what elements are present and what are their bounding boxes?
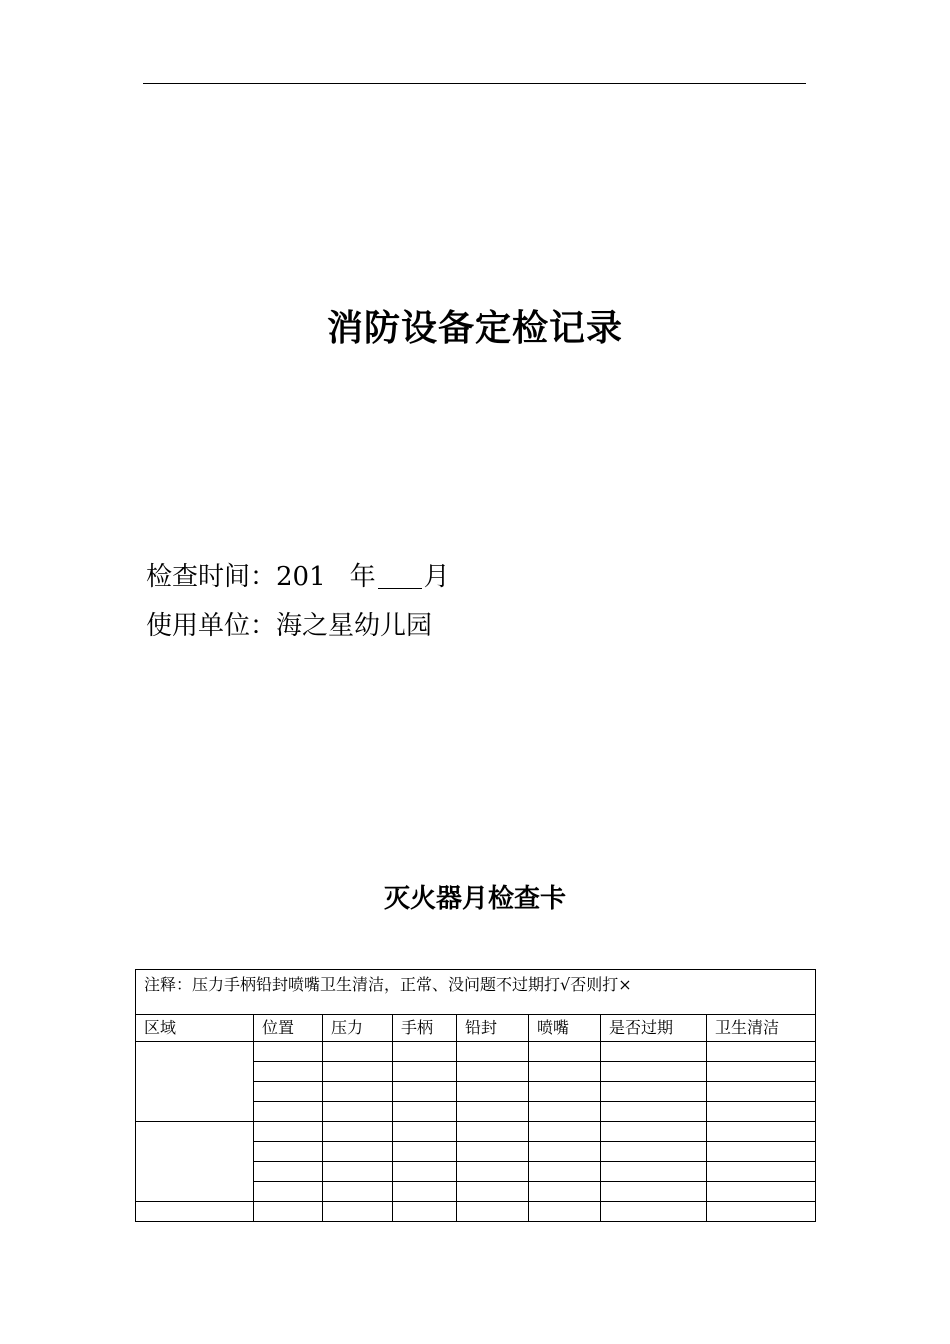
table-cell[interactable] [529,1202,601,1222]
table-cell[interactable] [393,1042,457,1062]
table-cell[interactable] [457,1122,529,1142]
table-cell[interactable] [601,1182,707,1202]
column-header: 压力 [323,1015,393,1042]
table-row [136,1202,816,1222]
column-header: 卫生清洁 [707,1015,816,1042]
column-header: 喷嘴 [529,1015,601,1042]
table-cell[interactable] [254,1142,323,1162]
table-cell[interactable] [457,1082,529,1102]
table-cell[interactable] [457,1042,529,1062]
table-cell[interactable] [707,1122,816,1142]
table-cell[interactable] [323,1062,393,1082]
month-unit: 月 [423,562,450,592]
table-header-row [136,1015,816,1042]
table-cell[interactable] [323,1162,393,1182]
table-cell[interactable] [393,1182,457,1202]
table-cell[interactable] [601,1062,707,1082]
table-cell[interactable] [707,1162,816,1182]
table-cell[interactable] [601,1162,707,1182]
table-cell[interactable] [707,1182,816,1202]
extinguisher-check-table [135,969,816,1222]
table-cell[interactable] [254,1062,323,1082]
column-header: 手柄 [393,1015,457,1042]
table-cell[interactable] [529,1102,601,1122]
table-cell[interactable] [393,1122,457,1142]
column-header: 铅封 [457,1015,529,1042]
year-unit: 年 [349,562,376,592]
table-cell[interactable] [393,1062,457,1082]
user-unit-name: 海之星幼儿园 [276,611,433,641]
table-cell[interactable] [323,1082,393,1102]
table-cell[interactable] [254,1182,323,1202]
user-unit-label: 使用单位： [146,611,277,641]
table-cell[interactable] [393,1102,457,1122]
table-cell[interactable] [457,1142,529,1162]
table-cell[interactable] [529,1182,601,1202]
table-cell[interactable] [457,1202,529,1222]
table-row [136,1042,816,1062]
inspection-time-label: 检查时间： [146,562,277,592]
table-cell[interactable] [323,1122,393,1142]
table-note: 注释：压力手柄铅封喷嘴卫生清洁，正常、没问题不过期打√否则打× [136,970,816,1015]
table-cell[interactable] [254,1082,323,1102]
document-title: 消防设备定检记录 [326,308,623,349]
table-row [136,1122,816,1142]
table-cell[interactable] [707,1082,816,1102]
table-cell[interactable] [529,1122,601,1142]
table-cell[interactable] [254,1122,323,1142]
table-cell[interactable] [707,1062,816,1082]
table-cell[interactable] [323,1042,393,1062]
table-cell[interactable] [707,1142,816,1162]
inspection-year: 201 [276,562,326,592]
table-cell[interactable] [254,1162,323,1182]
table-cell[interactable] [601,1142,707,1162]
month-blank-underline [378,562,422,589]
table-cell[interactable] [323,1202,393,1222]
table-cell[interactable] [323,1142,393,1162]
table-cell[interactable] [457,1102,529,1122]
column-header: 位置 [254,1015,323,1042]
table-cell[interactable] [601,1102,707,1122]
table-cell[interactable] [601,1202,707,1222]
table-cell[interactable] [601,1042,707,1062]
table-cell[interactable] [393,1142,457,1162]
table-cell[interactable] [323,1182,393,1202]
table-cell[interactable] [457,1062,529,1082]
table-cell[interactable] [529,1142,601,1162]
column-header: 区域 [136,1015,254,1042]
table-cell[interactable] [529,1042,601,1062]
table-cell[interactable] [393,1082,457,1102]
user-unit-line [146,605,432,642]
table-cell[interactable] [457,1182,529,1202]
table-cell[interactable] [601,1122,707,1142]
table-cell[interactable] [601,1082,707,1102]
table-cell[interactable] [393,1162,457,1182]
table-cell[interactable] [529,1162,601,1182]
table-cell[interactable] [707,1042,816,1062]
inspection-time-line [146,556,450,593]
table-cell[interactable] [457,1162,529,1182]
area-cell[interactable] [136,1202,254,1222]
table-cell[interactable] [393,1202,457,1222]
area-cell[interactable] [136,1122,254,1202]
card-title: 灭火器月检查卡 [383,884,566,914]
table-cell[interactable] [254,1202,323,1222]
area-cell[interactable] [136,1042,254,1122]
table-cell[interactable] [254,1102,323,1122]
column-header: 是否过期 [601,1015,707,1042]
table-cell[interactable] [707,1202,816,1222]
header-rule [143,83,806,84]
table-cell[interactable] [529,1082,601,1102]
table-cell[interactable] [254,1042,323,1062]
table-cell[interactable] [529,1062,601,1082]
table-cell[interactable] [707,1102,816,1122]
table-cell[interactable] [323,1102,393,1122]
